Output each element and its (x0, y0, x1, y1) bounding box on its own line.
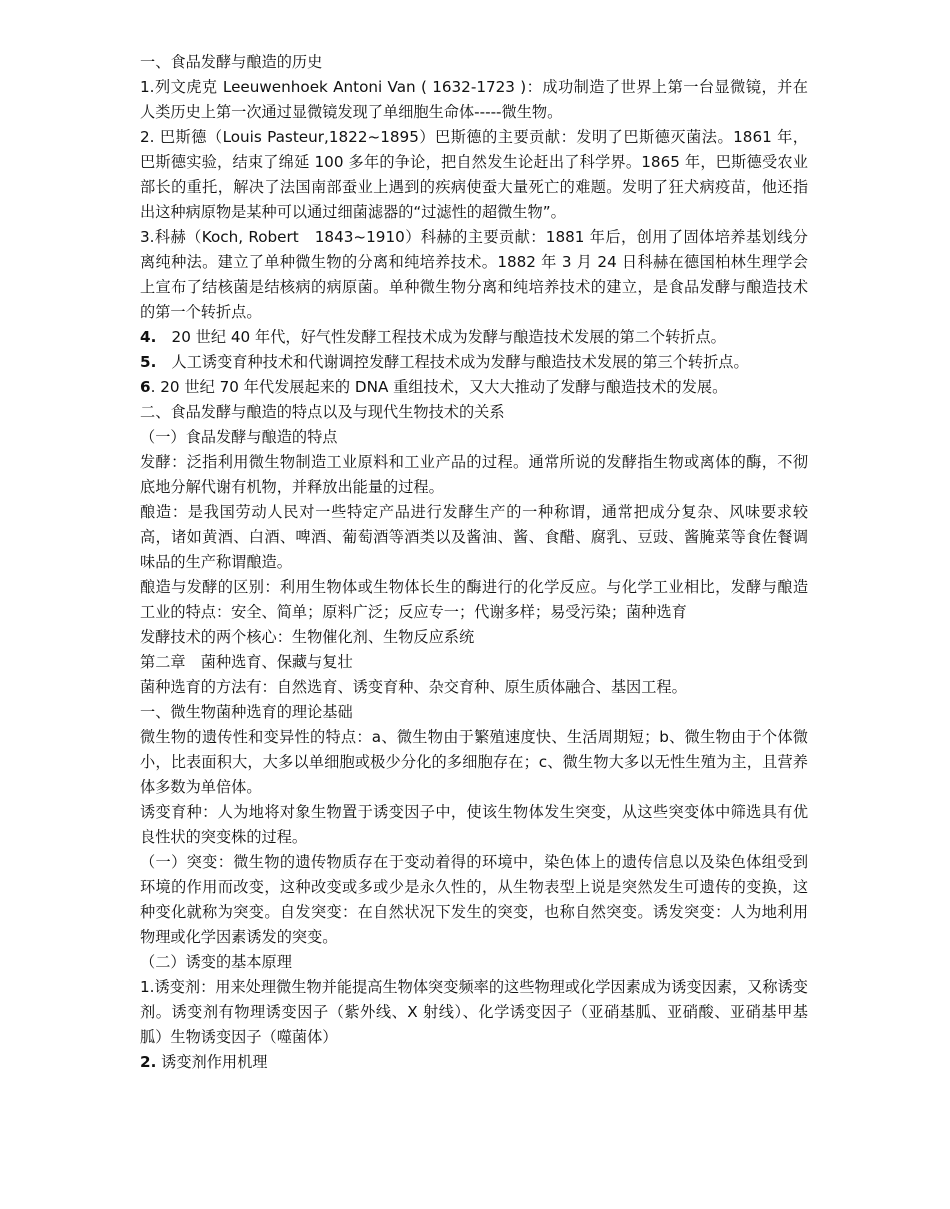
paragraph-mutagen: 1.诱变剂：用来处理微生物并能提高生物体突变频率的这些物理或化学因素成为诱变因素，又称诱变剂。诱变剂有物理诱变因子（紫外线、X 射线）、化学诱变因子（亚硝基胍、亚硝酸、亚硝基甲基胍）生物诱变因子（噬菌体） (140, 978, 808, 1046)
paragraph-koch: 3.科赫（Koch, Robert 1843~1910）科赫的主要贡献：1881 年后，创用了固体培养基划线分离纯种法。建立了单种微生物的分离和纯培养技术。1882 年 3 月 24 日科赫在德国柏林生理学会上宣布了结核菌是结核病的病原菌。单种微生物分离和纯培养技术的建立，是食品发酵与酿造技术的第一个转折点。 (140, 228, 808, 321)
list-number: 5. (140, 353, 157, 371)
paragraph-dna-recombination (140, 375, 808, 400)
paragraph-brewing-vs-fermentation: 酿造与发酵的区别：利用生物体或生物体长生的酶进行的化学反应。与化学工业相比，发酵与酿造工业的特点：安全、简单；原料广泛；反应专一；代谢多样；易受污染；菌种选育 (140, 578, 808, 621)
list-number: 6 (140, 378, 151, 396)
section-heading-theory-basis: 一、微生物菌种选育的理论基础 (140, 703, 353, 721)
chapter-heading-strain-breeding: 第二章 菌种选育、保藏与复壮 (140, 653, 353, 671)
paragraph-leeuwenhoek: 1.列文虎克 Leeuwenhoek Antoni Van ( 1632-1723 )：成功制造了世界上第一台显微镜，并在人类历史上第一次通过显微镜发现了单细胞生命体-----微生物。 (140, 78, 808, 121)
list-text: . 20 世纪 70 年代发展起来的 DNA 重组技术，又大大推动了发酵与酿造技术的发展。 (150, 378, 728, 396)
paragraph-fermentation-definition: 发酵：泛指利用微生物制造工业原料和工业产品的过程。通常所说的发酵指生物或离体的酶，不彻底地分解代谢有机物，并释放出能量的过程。 (140, 453, 808, 496)
document-page (140, 50, 808, 1075)
list-number: 2. (140, 1053, 157, 1071)
paragraph-breeding-methods: 菌种选育的方法有：自然选育、诱变育种、杂交育种、原生质体融合、基因工程。 (140, 678, 687, 696)
paragraph-brewing-definition: 酿造：是我国劳动人民对一些特定产品进行发酵生产的一种称谓，通常把成分复杂、风味要求较高，诸如黄酒、白酒、啤酒、葡萄酒等酒类以及酱油、酱、食醋、腐乳、豆豉、酱腌菜等食佐餐调味品的生产称谓酿造。 (140, 503, 808, 571)
paragraph-turning-point-3 (140, 350, 808, 375)
list-text: 人工诱变育种技术和代谢调控发酵工程技术成为发酵与酿造技术发展的第三个转折点。 (156, 353, 749, 371)
paragraph-mutagen-mechanism (140, 1050, 808, 1075)
paragraph-heredity-variation: 微生物的遗传性和变异性的特点：a、微生物由于繁殖速度快、生活周期短；b、微生物由于个体微小，比表面积大，大多以单细胞或极少分化的多细胞存在；c、微生物大多以无性生殖为主，且营养体多数为单倍体。 (140, 728, 808, 796)
paragraph-fermentation-cores: 发酵技术的两个核心：生物催化剂、生物反应系统 (140, 628, 475, 646)
list-text: 诱变剂作用机理 (156, 1053, 268, 1071)
subsection-heading-features: （一）食品发酵与酿造的特点 (140, 428, 338, 446)
list-number: 4. (140, 328, 157, 346)
paragraph-mutation: （一）突变：微生物的遗传物质存在于变动着得的环境中，染色体上的遗传信息以及染色体组受到环境的作用而改变，这种改变或多或少是永久性的，从生物表型上说是突然发生可遗传的变换，这种变化就称为突变。自发突变：在自然状况下发生的突变，也称自然突变。诱发突变：人为地利用物理或化学因素诱发的突变。 (140, 853, 808, 946)
section-heading-history: 一、食品发酵与酿造的历史 (140, 53, 323, 71)
list-text: 20 世纪 40 年代，好气性发酵工程技术成为发酵与酿造技术发展的第二个转折点。 (156, 328, 726, 346)
paragraph-pasteur: 2. 巴斯德（Louis Pasteur,1822~1895）巴斯德的主要贡献：发明了巴斯德灭菌法。1861 年，巴斯德实验，结束了绵延 100 多年的争论，把自然发生论赶出了科学界。1865 年，巴斯德受农业部长的重托，解决了法国南部蚕业上遇到的疾病使蚕大量死亡的难题。发明了狂犬病疫苗，他还指出这种病原物是某种可以通过细菌滤器的“过滤性的超微生物”。 (140, 128, 808, 221)
paragraph-mutation-breeding: 诱变育种：人为地将对象生物置于诱变因子中，使该生物体发生突变，从这些突变体中筛选具有优良性状的突变株的过程。 (140, 803, 808, 846)
paragraph-turning-point-2 (140, 325, 808, 350)
subsection-heading-mutagenesis-principle: （二）诱变的基本原理 (140, 953, 292, 971)
section-heading-features: 二、食品发酵与酿造的特点以及与现代生物技术的关系 (140, 403, 505, 421)
